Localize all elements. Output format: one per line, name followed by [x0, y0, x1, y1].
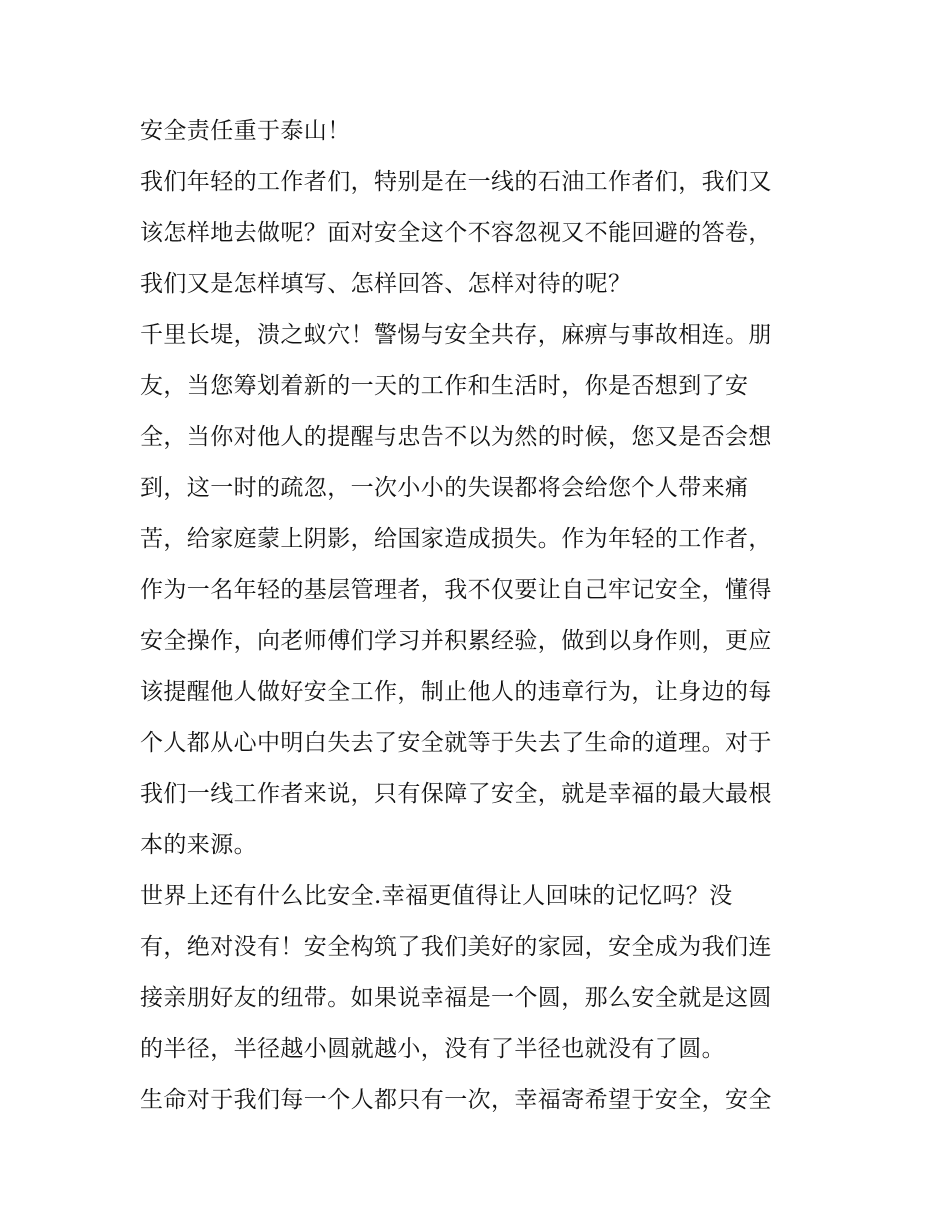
document-body — [140, 112, 820, 1132]
text-line: 苦，给家庭蒙上阴影，给国家造成损失。作为年轻的工作者， — [140, 526, 772, 552]
text-line: 我们年轻的工作者们，特别是在一线的石油工作者们，我们又 — [140, 169, 772, 195]
text-line: 该怎样地去做呢？面对安全这个不容忽视又不能回避的答卷， — [140, 220, 772, 246]
text-line: 世界上还有什么比安全.幸福更值得让人回味的记忆吗？没 — [140, 883, 733, 909]
text-line: 安全责任重于泰山！ — [140, 118, 351, 144]
text-line: 生命对于我们每一个人都只有一次，幸福寄希望于安全，安全 — [140, 1087, 772, 1113]
text-line: 作为一名年轻的基层管理者，我不仅要让自己牢记安全，懂得 — [140, 577, 772, 603]
text-line: 个人都从心中明白失去了安全就等于失去了生命的道理。对于 — [140, 730, 772, 756]
text-line: 到，这一时的疏忽，一次小小的失误都将会给您个人带来痛 — [140, 475, 749, 501]
text-line: 友，当您筹划着新的一天的工作和生活时，你是否想到了安 — [140, 373, 749, 399]
text-line: 接亲朋好友的纽带。如果说幸福是一个圆，那么安全就是这圆 — [140, 985, 772, 1011]
text-line: 安全操作，向老师傅们学习并积累经验，做到以身作则，更应 — [140, 628, 772, 654]
text-line: 千里长堤，溃之蚁穴！警惕与安全共存，麻痹与事故相连。朋 — [140, 322, 772, 348]
text-line: 该提醒他人做好安全工作，制止他人的违章行为，让身边的每 — [140, 679, 772, 705]
text-line: 本的来源。 — [140, 832, 257, 858]
text-line: 的半径，半径越小圆就越小，没有了半径也就没有了圆。 — [140, 1036, 725, 1062]
text-line: 我们又是怎样填写、怎样回答、怎样对待的呢？ — [140, 271, 632, 297]
text-line: 有，绝对没有！安全构筑了我们美好的家园，安全成为我们连 — [140, 934, 772, 960]
text-line: 我们一线工作者来说，只有保障了安全，就是幸福的最大最根 — [140, 781, 772, 807]
text-line: 全，当你对他人的提醒与忠告不以为然的时候，您又是否会想 — [140, 424, 772, 450]
